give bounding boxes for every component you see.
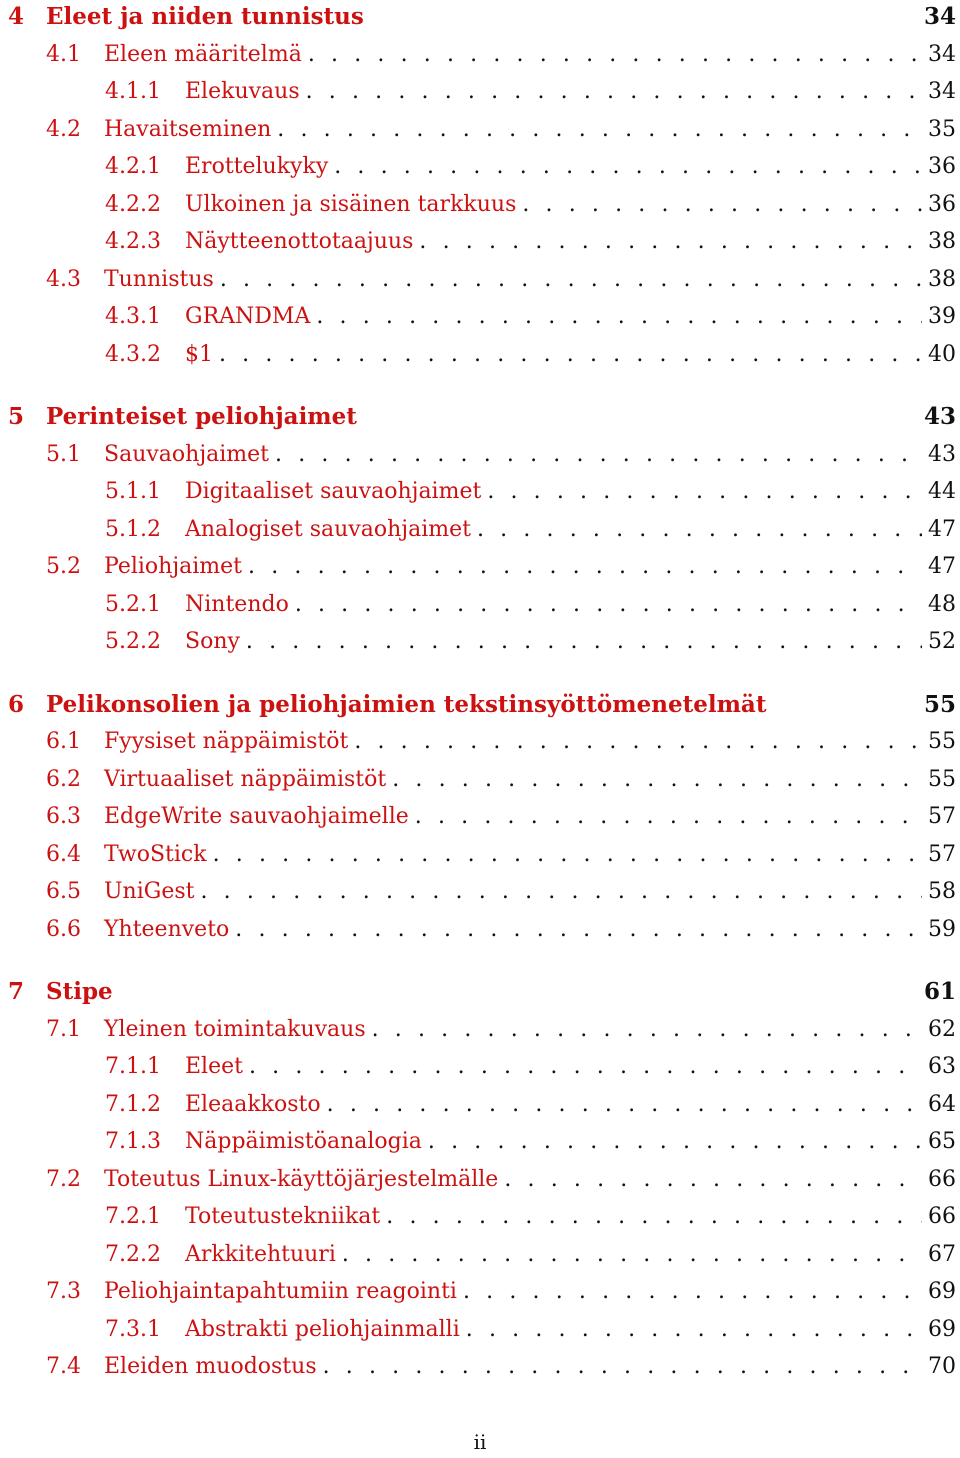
toc-entry-number[interactable]: 6.4 xyxy=(46,841,81,867)
toc-entry-page[interactable]: 35 xyxy=(928,116,956,142)
toc-dot-leader xyxy=(277,111,922,149)
toc-dot-leader xyxy=(306,73,922,111)
toc-entry-subsection[interactable] xyxy=(105,623,956,661)
toc-entry-number[interactable]: 6.1 xyxy=(46,729,81,754)
toc-entry-number[interactable]: 7.3.1 xyxy=(105,1316,161,1342)
toc-dot-leader xyxy=(334,148,922,186)
toc-entry-title[interactable]: Eleet ja niiden tunnistus xyxy=(46,3,364,30)
toc-entry-page[interactable]: 55 xyxy=(928,766,956,792)
toc-entry-title[interactable]: Sony xyxy=(185,629,240,654)
toc-dot-leader xyxy=(200,873,922,911)
toc-entry-subsection[interactable] xyxy=(105,336,956,374)
toc-dot-leader xyxy=(327,1086,922,1124)
toc-entry-page[interactable]: 64 xyxy=(928,1091,956,1117)
toc-entry-section[interactable] xyxy=(46,111,956,149)
toc-dot-leader xyxy=(219,336,922,374)
toc-entry-section[interactable] xyxy=(46,1348,956,1386)
toc-entry-page[interactable]: 55 xyxy=(928,729,956,754)
toc-entry-title[interactable]: Perinteiset peliohjaimet xyxy=(46,403,357,430)
toc-entry-section[interactable] xyxy=(46,911,956,949)
toc-entry-page[interactable]: 61 xyxy=(923,978,956,1005)
toc-entry-subsection[interactable] xyxy=(105,1086,956,1124)
toc-dot-leader xyxy=(249,1048,922,1086)
toc-entry-page[interactable]: 66 xyxy=(928,1166,956,1192)
toc-entry-page[interactable]: 47 xyxy=(928,516,956,542)
toc-entry-title[interactable]: Eleaakkosto xyxy=(185,1091,321,1117)
toc-dot-leader xyxy=(308,36,922,74)
toc-dot-leader xyxy=(419,223,922,261)
toc-entry-number[interactable]: 7 xyxy=(8,978,25,1005)
page-number: ii xyxy=(473,1430,487,1454)
toc-entry-number[interactable]: 5 xyxy=(8,403,25,430)
toc-entry-section[interactable] xyxy=(46,436,956,474)
toc-dot-leader xyxy=(275,436,922,474)
toc-entry-section[interactable] xyxy=(46,261,956,299)
toc-entry-page[interactable]: 57 xyxy=(928,804,956,829)
toc-entry-number[interactable]: 4.3.2 xyxy=(105,341,161,367)
toc-entry-section[interactable] xyxy=(46,836,956,874)
toc-entry-number[interactable]: 5.2 xyxy=(46,554,81,579)
toc-entry-page[interactable]: 59 xyxy=(928,916,956,942)
toc-entry-title[interactable]: Eleet xyxy=(185,1054,243,1079)
toc-entry-page[interactable]: 38 xyxy=(928,266,956,292)
toc-entry-page[interactable]: 47 xyxy=(928,554,956,579)
toc-entry-title[interactable]: Tunnistus xyxy=(104,266,214,292)
toc-entry-chapter[interactable] xyxy=(8,686,956,724)
toc-entry-title[interactable]: Stipe xyxy=(46,978,113,1005)
toc-entry-title[interactable]: Ulkoinen ja sisäinen tarkkuus xyxy=(185,191,517,217)
toc-entry-subsection[interactable] xyxy=(105,73,956,111)
toc-entry-page[interactable]: 43 xyxy=(923,403,956,430)
toc-entry-title[interactable]: Erottelukyky xyxy=(185,154,329,179)
toc-entry-page[interactable]: 52 xyxy=(928,629,956,654)
toc-entry-section[interactable] xyxy=(46,36,956,74)
toc-entry-section[interactable] xyxy=(46,873,956,911)
toc-entry-title[interactable]: Yleinen toimintakuvaus xyxy=(104,1016,366,1042)
toc-entry-title[interactable]: Yhteenveto xyxy=(104,916,230,942)
toc-entry-page[interactable]: 36 xyxy=(928,154,956,179)
toc-dot-leader xyxy=(392,761,922,799)
toc-entry-page[interactable]: 63 xyxy=(928,1054,956,1079)
toc-dot-leader xyxy=(213,836,922,874)
toc-entry-number[interactable]: 7.1.1 xyxy=(105,1054,161,1079)
toc-dot-leader xyxy=(342,1236,922,1274)
toc-entry-page[interactable]: 43 xyxy=(928,441,956,467)
toc-dot-leader xyxy=(522,186,922,224)
toc-entry-subsection[interactable] xyxy=(105,223,956,261)
toc-entry-subsection[interactable] xyxy=(105,148,956,186)
toc-entry-title[interactable]: Sauvaohjaimet xyxy=(104,441,270,467)
toc-dot-leader xyxy=(354,723,922,761)
toc-entry-page[interactable]: 65 xyxy=(928,1129,956,1154)
toc-entry-number[interactable]: 5.1 xyxy=(46,441,81,467)
toc-entry-number[interactable]: 4.2.3 xyxy=(105,229,161,254)
toc-entry-page[interactable]: 40 xyxy=(928,341,956,367)
toc-entry-page[interactable]: 36 xyxy=(928,191,956,217)
toc-dot-leader xyxy=(463,1273,922,1311)
toc-dot-leader xyxy=(487,473,922,511)
toc-entry-number[interactable]: 4 xyxy=(8,3,25,30)
toc-entry-number[interactable]: 7.1.3 xyxy=(105,1129,161,1154)
toc-entry-page[interactable]: 34 xyxy=(928,79,956,104)
toc-entry-page[interactable]: 70 xyxy=(928,1354,956,1379)
toc-entry-title[interactable]: Näppäimistöanalogia xyxy=(185,1129,422,1154)
toc-entry-title[interactable]: Abstrakti peliohjainmalli xyxy=(185,1316,460,1342)
toc-entry-subsection[interactable] xyxy=(105,586,956,624)
toc-dot-leader xyxy=(316,298,922,336)
toc-entry-subsection[interactable] xyxy=(105,473,956,511)
toc-entry-title[interactable]: Digitaaliset sauvaohjaimet xyxy=(185,479,482,504)
toc-entry-number[interactable]: 6.3 xyxy=(46,804,81,829)
toc-entry-subsection[interactable] xyxy=(105,1048,956,1086)
toc-entry-subsection[interactable] xyxy=(105,1311,956,1349)
toc-dot-leader xyxy=(477,511,922,549)
toc-entry-number[interactable]: 4.2.1 xyxy=(105,154,161,179)
toc-entry-section[interactable] xyxy=(46,761,956,799)
toc-dot-leader xyxy=(323,1348,922,1386)
toc-entry-number[interactable]: 6.5 xyxy=(46,879,81,904)
toc-entry-page[interactable]: 69 xyxy=(928,1316,956,1342)
toc-entry-title[interactable]: Arkkitehtuuri xyxy=(185,1241,336,1267)
toc-entry-number[interactable]: 5.1.1 xyxy=(105,479,161,504)
toc-entry-number[interactable]: 7.2.1 xyxy=(105,1204,161,1229)
toc-entry-title[interactable]: Elekuvaus xyxy=(185,79,300,104)
toc-entry-title[interactable]: Eleen määritelmä xyxy=(104,41,302,67)
toc-dot-leader xyxy=(295,586,922,624)
toc-entry-title[interactable]: Virtuaaliset näppäimistöt xyxy=(104,766,387,792)
toc-entry-number[interactable]: 7.4 xyxy=(46,1354,81,1379)
toc-entry-page[interactable]: 55 xyxy=(923,690,956,718)
toc-dot-leader xyxy=(466,1311,922,1349)
toc-entry-chapter[interactable] xyxy=(8,973,956,1011)
toc-dot-leader xyxy=(246,623,922,661)
toc-entry-subsection[interactable] xyxy=(105,186,956,224)
toc-entry-subsection[interactable] xyxy=(105,1198,956,1236)
toc-entry-number[interactable]: 4.3.1 xyxy=(105,304,161,329)
toc-entry-page[interactable]: 58 xyxy=(928,879,956,904)
toc-entry-subsection[interactable] xyxy=(105,1123,956,1161)
toc-entry-title[interactable]: Toteutustekniikat xyxy=(185,1204,381,1229)
toc-entry-subsection[interactable] xyxy=(105,511,956,549)
toc-entry-section[interactable] xyxy=(46,723,956,761)
toc-entry-page[interactable]: 67 xyxy=(928,1241,956,1267)
toc-entry-number[interactable]: 5.2.1 xyxy=(105,591,161,617)
toc-entry-number[interactable]: 7.3 xyxy=(46,1279,81,1304)
toc-dot-leader xyxy=(220,261,922,299)
toc-dot-leader xyxy=(372,1011,922,1049)
toc-entry-chapter[interactable] xyxy=(8,0,956,36)
toc-entry-title[interactable]: GRANDMA xyxy=(185,304,311,329)
toc-entry-number[interactable]: 6 xyxy=(8,690,25,718)
toc-entry-page[interactable]: 34 xyxy=(928,41,956,67)
toc-entry-page[interactable]: 66 xyxy=(928,1204,956,1229)
toc-entry-page[interactable]: 69 xyxy=(928,1279,956,1304)
toc-entry-title[interactable]: $1 xyxy=(185,341,213,367)
toc-entry-section[interactable] xyxy=(46,1161,956,1199)
toc-dot-leader xyxy=(415,798,922,836)
toc-entry-title[interactable]: Peliohjaimet xyxy=(104,554,243,579)
toc-dot-leader xyxy=(235,911,922,949)
toc-entry-page[interactable]: 57 xyxy=(928,841,956,867)
toc-entry-section[interactable] xyxy=(46,798,956,836)
toc-entry-title[interactable]: UniGest xyxy=(104,879,195,904)
toc-dot-leader xyxy=(504,1161,922,1199)
toc-entry-title[interactable]: Pelikonsolien ja peliohjaimien tekstinsyöttömenetelmät xyxy=(46,690,767,718)
toc-entry-number[interactable]: 4.3 xyxy=(46,266,81,292)
toc-entry-number[interactable]: 7.2 xyxy=(46,1166,81,1192)
toc-entry-title[interactable]: Peliohjaintapahtumiin reagointi xyxy=(104,1279,457,1304)
toc-entry-section[interactable] xyxy=(46,1011,956,1049)
toc-entry-title[interactable]: Fyysiset näppäimistöt xyxy=(104,729,349,754)
toc-entry-number[interactable]: 7.1.2 xyxy=(105,1091,161,1117)
toc-entry-number[interactable]: 5.2.2 xyxy=(105,629,161,654)
toc-entry-number[interactable]: 7.2.2 xyxy=(105,1241,161,1267)
toc-entry-number[interactable]: 4.1.1 xyxy=(105,79,161,104)
toc-entry-title[interactable]: Nintendo xyxy=(185,591,289,617)
toc-entry-page[interactable]: 48 xyxy=(928,591,956,617)
toc-entry-title[interactable]: TwoStick xyxy=(104,841,207,867)
toc-entry-number[interactable]: 4.1 xyxy=(46,41,81,67)
toc-entry-title[interactable]: Näytteenottotaajuus xyxy=(185,229,414,254)
toc-dot-leader xyxy=(386,1198,922,1236)
toc-dot-leader xyxy=(248,548,922,586)
toc-entry-subsection[interactable] xyxy=(105,298,956,336)
toc-entry-number[interactable]: 4.2 xyxy=(46,116,81,142)
toc-entry-number[interactable]: 5.1.2 xyxy=(105,516,161,542)
toc-entry-page[interactable]: 34 xyxy=(923,3,956,30)
toc-entry-title[interactable]: Analogiset sauvaohjaimet xyxy=(185,516,471,542)
toc-entry-title[interactable]: Toteutus Linux-käyttöjärjestelmälle xyxy=(104,1166,499,1192)
toc-entry-page[interactable]: 39 xyxy=(928,304,956,329)
toc-entry-subsection[interactable] xyxy=(105,1236,956,1274)
toc-entry-title[interactable]: Eleiden muodostus xyxy=(104,1354,317,1379)
toc-entry-page[interactable]: 38 xyxy=(928,229,956,254)
toc-entry-number[interactable]: 6.6 xyxy=(46,916,81,942)
toc-entry-page[interactable]: 62 xyxy=(928,1016,956,1042)
toc-entry-title[interactable]: EdgeWrite sauvaohjaimelle xyxy=(104,804,409,829)
toc-entry-section[interactable] xyxy=(46,1273,956,1311)
toc-entry-page[interactable]: 44 xyxy=(928,479,956,504)
toc-entry-number[interactable]: 6.2 xyxy=(46,766,81,792)
toc-entry-chapter[interactable] xyxy=(8,398,956,436)
toc-entry-section[interactable] xyxy=(46,548,956,586)
toc-entry-title[interactable]: Havaitseminen xyxy=(104,116,272,142)
toc-entry-number[interactable]: 4.2.2 xyxy=(105,191,161,217)
toc-entry-number[interactable]: 7.1 xyxy=(46,1016,81,1042)
toc-dot-leader xyxy=(428,1123,922,1161)
